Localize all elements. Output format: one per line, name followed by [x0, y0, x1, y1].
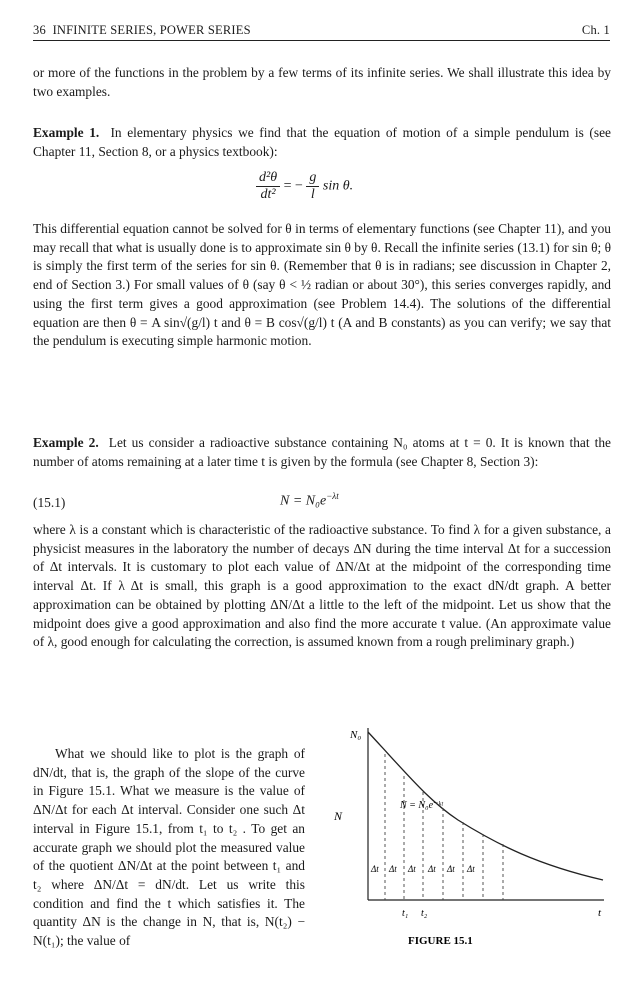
header-left [33, 23, 251, 38]
running-header [33, 22, 610, 41]
figure-15-1 [318, 720, 618, 948]
pendulum-equation [256, 170, 353, 203]
decay-equation [280, 491, 339, 510]
dt-label: Δt [447, 864, 455, 874]
x-axis-label: t [598, 907, 602, 919]
dt-label: Δt [467, 864, 475, 874]
example1-intro [33, 124, 611, 161]
example2-intro [33, 434, 611, 471]
eq-rhs-num: g [306, 170, 319, 187]
figure-caption: FIGURE 15.1 [408, 935, 473, 947]
y-top-label: N₀ [350, 729, 362, 741]
eq-lhs-fraction [256, 170, 280, 203]
t2-label: t₂ [421, 908, 428, 919]
eq-rhs-fraction [306, 170, 319, 203]
eq-lhs-den: dt² [260, 187, 276, 202]
eq-equals: = − [283, 178, 303, 194]
y-axis-label: N [334, 809, 343, 823]
page-number: 36 [33, 23, 46, 37]
example2-column-text: What we should like to plot is the graph of dN/dt, that is, the graph of the slope of the curve in Figure 15.1. What we measure is the value of ΔN/Δt for each Δt interval. Consider one such Δt interval in Figure 15.1, from t₁ to t₂ . To get an accurate graph we should plot the measured value of the quotient ΔN/Δt at the point between t₁ and t₂ where ΔN/Δt = dN/dt. Let us write this condition and find the t which satisfies it. The quantity ΔN is the change in N, that is, N(t₂) − N(t₁); the value of [33, 746, 305, 949]
decay-eq-exp: −λt [326, 491, 339, 501]
dt-label: Δt [428, 864, 436, 874]
example1-label: Example 1. [33, 125, 100, 140]
dt-label: Δt [371, 864, 379, 874]
eq-tail: sin θ. [322, 178, 354, 194]
header-title: INFINITE SERIES, POWER SERIES [52, 23, 251, 37]
eq-rhs-den: l [310, 187, 315, 202]
decay-eq-text: N = N₀e [280, 493, 327, 509]
example2-intro-text: Let us consider a radioactive substance containing N₀ atoms at t = 0. It is known that the number of atoms remaining at a later time t is given by the formula (see Chapter 8, Section 3): [33, 435, 611, 469]
eq-lhs-num: d²θ [256, 170, 280, 187]
example1-body: This differential equation cannot be solved for θ in terms of elementary functions (see Chapter 11), and you may recall that what is usually done is to approximate sin θ by θ. Recall the infinite series (13.1) for sin θ; θ is simply the first term of the series for sin θ. (Remember that θ is in radians; see discussion in Chapter 2, end of Section 3.) For small values of θ (say θ < ½ radian or about 30°), this series converges rapidly, and using the first term gives a good approximation (see Problem 14.4). The solutions of the differential equation are then θ = A sin√(g/l) t and θ = B cos√(g/l) t (A and B constants) as you can verify; we say that the pendulum is executing simple harmonic motion. [33, 221, 611, 349]
example2-label: Example 2. [33, 435, 99, 450]
curve-label: N = N₀e⁻ᵏᵗ [400, 800, 443, 811]
chapter-label: Ch. 1 [581, 23, 610, 37]
example1-intro-text: In elementary physics we find that the equation of motion of a simple pendulum is (see Chapter 11, Section 8, or a physics textbook): [33, 125, 611, 159]
intro-paragraph: or more of the functions in the problem by a few terms of its infinite series. We shall illustrate this idea by two examples. [33, 65, 611, 99]
dt-label: Δt [408, 864, 416, 874]
equation-number: (15.1) [33, 495, 66, 510]
t1-label: t₁ [402, 908, 409, 919]
example2-body: where λ is a constant which is characteristic of the radioactive substance. To find λ for a given substance, a physicist measures in the laboratory the number of decays ΔN during the time interval Δt for a succession of Δt intervals. It is customary to plot each value of ΔN/Δt at the midpoint of the corresponding time interval Δt. If λ Δt is small, this graph is a good approximation to the exact dN/dt graph. A better approximation can be obtained by plotting ΔN/Δt a little to the left of the midpoint. Let us show that the midpoint does give a good approximation and also find the more accurate t value. (An approximate value of λ, good enough for calculating the correction, is assumed known from a rough preliminary graph.) [33, 522, 611, 650]
dt-label: Δt [389, 864, 397, 874]
interval-lines [385, 754, 503, 900]
